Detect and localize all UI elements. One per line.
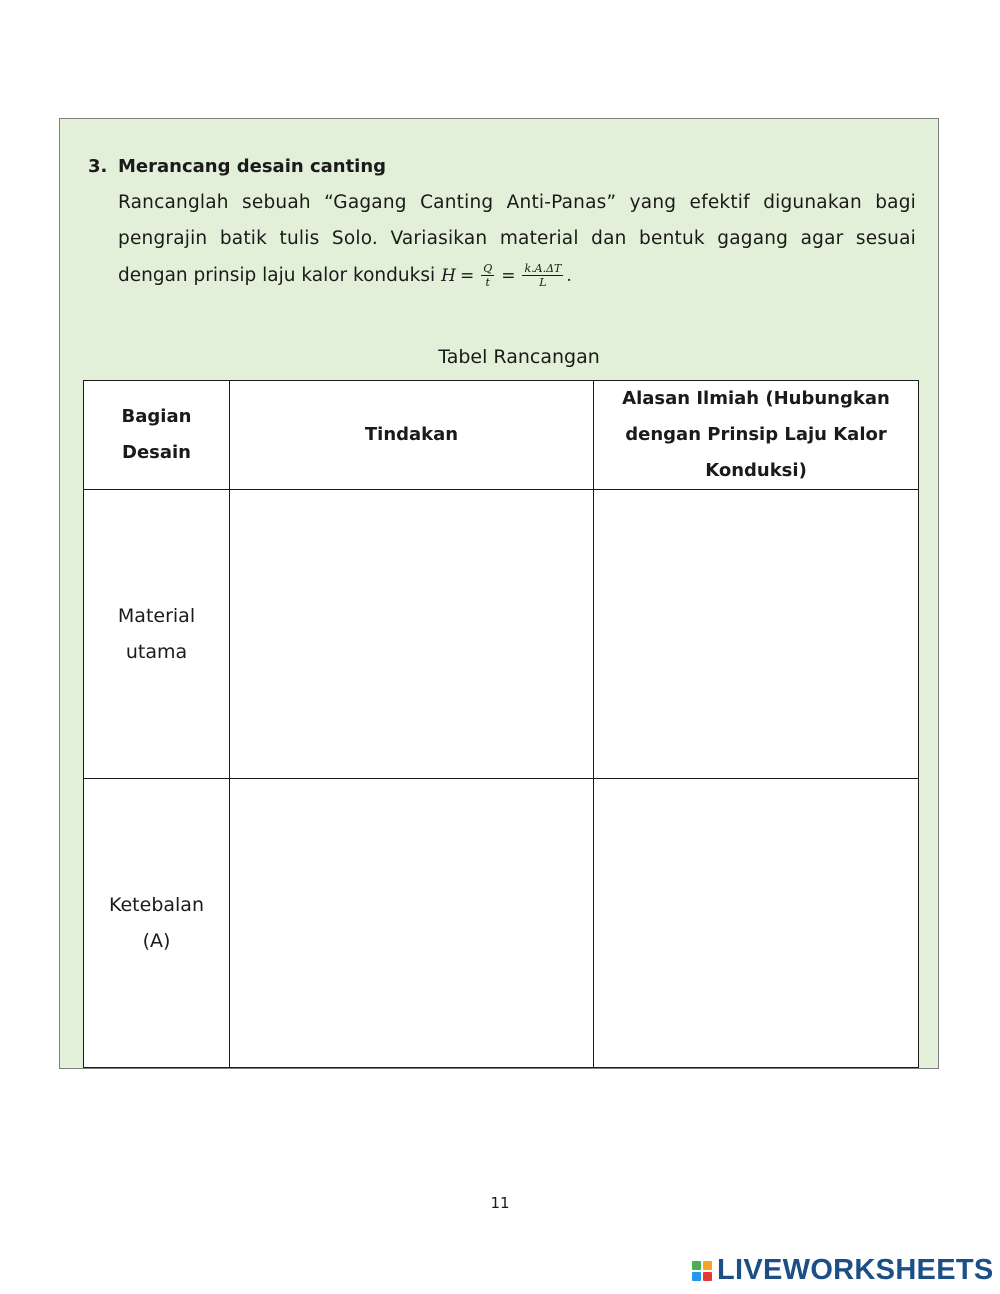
table-row (84, 779, 919, 1068)
row-label-material-utama (84, 490, 230, 779)
instruction-line-3-text: dengan prinsip laju kalor konduksi (118, 265, 436, 286)
formula-t: t (485, 276, 490, 289)
table-header-row (84, 381, 919, 490)
formula-fraction-q-t (481, 262, 494, 289)
question-number: 3. (88, 156, 108, 177)
design-table (83, 380, 919, 1068)
header-col1-line1: Bagian (121, 406, 192, 427)
formula-equals-1: = (459, 265, 475, 286)
header-col3-line2: dengan Prinsip Laju Kalor (625, 424, 887, 445)
table-caption: Tabel Rancangan (438, 346, 600, 368)
answer-cell-tindakan-material[interactable] (230, 490, 594, 779)
logo-square-e (703, 1272, 712, 1281)
row-label-ketebalan (84, 779, 230, 1068)
table-row (84, 490, 919, 779)
formula-period: . (566, 265, 572, 286)
formula-h: H (441, 265, 456, 286)
liveworksheets-wordmark: LIVEWORKSHEETS (717, 1254, 994, 1286)
row2-label-line2: (A) (142, 930, 171, 952)
row2-label-line1: Ketebalan (108, 894, 204, 916)
instruction-line-1: Rancanglah sebuah “Gagang Canting Anti-Panas” yang efektif digunakan bagi (118, 192, 916, 213)
liveworksheets-logo (692, 1254, 994, 1287)
formula-q: Q (483, 262, 493, 275)
formula-equals-2: = (501, 265, 516, 286)
logo-square-i (703, 1261, 712, 1270)
answer-cell-alasan-material[interactable] (594, 490, 919, 779)
formula-l: L (539, 276, 547, 289)
logo-square-l (692, 1261, 701, 1270)
header-alasan-ilmiah (594, 381, 919, 490)
question-title: Merancang desain canting (118, 156, 387, 177)
page-number: 11 (490, 1194, 510, 1212)
formula-kat: k.A.ΔT (524, 262, 562, 275)
header-bagian-desain (84, 381, 230, 490)
formula-fraction-kat-l (522, 262, 563, 289)
header-col3-line3: Konduksi) (705, 460, 807, 481)
row1-label-line1: Material (117, 605, 196, 627)
answer-cell-tindakan-ketebalan[interactable] (230, 779, 594, 1068)
header-col3-line1: Alasan Ilmiah (Hubungkan (622, 388, 890, 409)
instruction-line-3 (118, 262, 572, 289)
heat-conduction-formula (441, 262, 572, 289)
logo-square-v (692, 1272, 701, 1281)
answer-cell-alasan-ketebalan[interactable] (594, 779, 919, 1068)
instruction-line-2: pengrajin batik tulis Solo. Variasikan material dan bentuk gagang agar sesuai (118, 228, 916, 249)
row1-label-line2: utama (125, 641, 188, 663)
header-col1-line2: Desain (122, 442, 191, 463)
liveworksheets-logo-icon (692, 1261, 712, 1281)
header-tindakan: Tindakan (230, 381, 594, 490)
